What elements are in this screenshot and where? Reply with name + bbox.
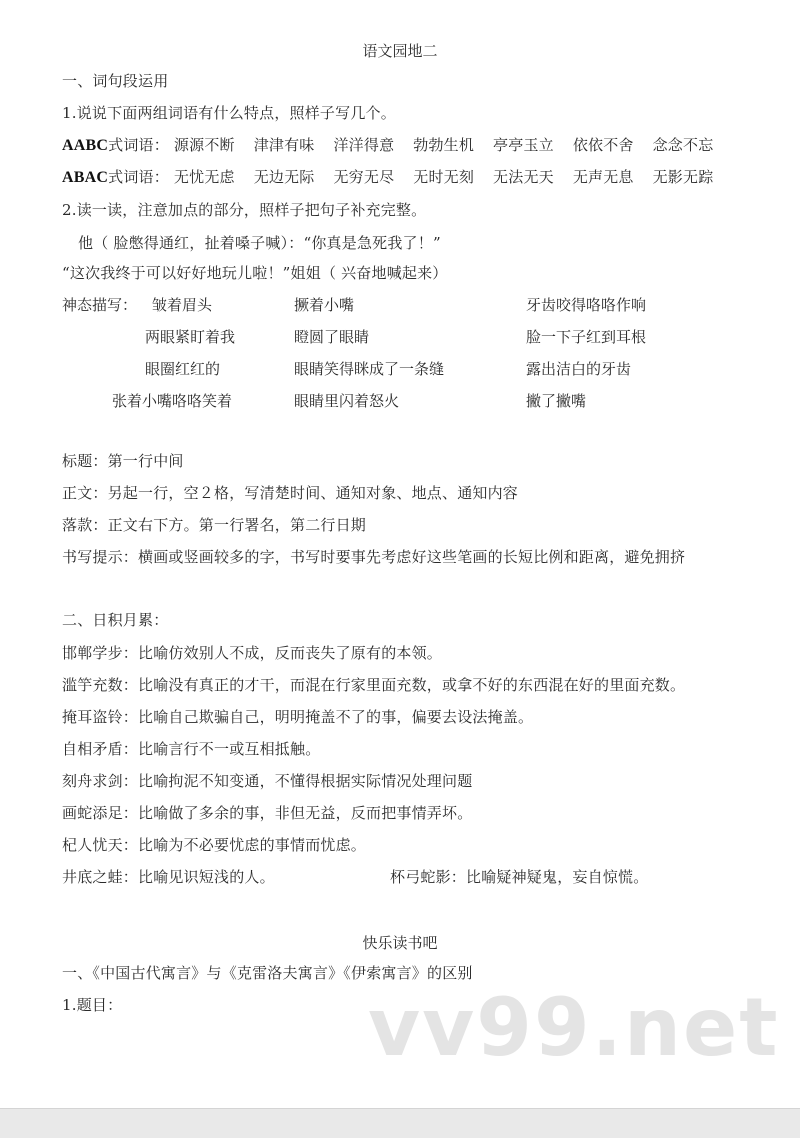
notice-line: 落款：正文右下方。第一行署名，第二行日期 — [62, 516, 367, 534]
example-sentence-2: “这次我终于可以好好地玩儿啦！”姐姐（ 兴奋地喊起来） — [62, 264, 448, 282]
notice-line: 书写提示：横画或竖画较多的字，书写时要事先考虑好这些笔画的长短比例和距离，避免拥挤 — [62, 548, 686, 566]
section3-title: 快乐读书吧 — [362, 934, 438, 952]
idiom-line: 掩耳盗铃：比喻自己欺骗自己，明明掩盖不了的事，偏要去设法掩盖。 — [62, 708, 534, 726]
idiom-line: 滥竽充数：比喻没有真正的才干，而混在行家里面充数，或拿不好的东西混在好的里面充数。 — [62, 676, 686, 694]
shentai-cell: 两眼紧盯着我 — [145, 328, 236, 346]
abac-word: 无穷无尽 — [333, 168, 395, 186]
abac-word: 无时无刻 — [413, 168, 475, 186]
idiom-line: 画蛇添足：比喻做了多余的事，非但无益，反而把事情弄坏。 — [62, 804, 473, 822]
shentai-cell: 撇了撇嘴 — [526, 392, 587, 410]
shentai-cell: 脸一下子红到耳根 — [526, 328, 647, 346]
aabc-words — [169, 136, 727, 154]
aabc-word: 勃勃生机 — [413, 136, 475, 154]
abac-suffix: 式词语： — [108, 168, 169, 186]
section3-line: 1.题目： — [62, 996, 123, 1014]
shentai-cell: 牙齿咬得咯咯作响 — [526, 296, 647, 314]
aabc-word: 源源不断 — [173, 136, 235, 154]
section1-heading: 一、词句段运用 — [62, 72, 169, 90]
idiom-line: 杞人忧天：比喻为不必要忧虑的事情而忧虑。 — [62, 836, 367, 854]
abac-word: 无边无际 — [253, 168, 315, 186]
abac-word: 无法无天 — [493, 168, 554, 186]
shentai-cell: 眼睛笑得眯成了一条缝 — [294, 360, 445, 378]
question-2: 2.读一读，注意加点的部分，照样子把句子补充完整。 — [62, 201, 427, 219]
aabc-word: 津津有味 — [253, 136, 315, 154]
section3-line: 一、《中国古代寓言》与《克雷洛夫寓言》《伊索寓言》的区别 — [62, 964, 473, 982]
abac-word: 无忧无虑 — [173, 168, 235, 186]
question-1: 1.说说下面两组词语有什么特点，照样子写几个。 — [62, 104, 396, 122]
page-footer-bar — [0, 1108, 800, 1138]
aabc-word: 洋洋得意 — [333, 136, 395, 154]
section2-heading: 二、日积月累： — [62, 611, 169, 629]
idiom-line: 自相矛盾：比喻言行不一或互相抵触。 — [62, 740, 321, 758]
aabc-prefix: AABC — [62, 137, 109, 154]
aabc-row — [62, 136, 727, 155]
notice-line: 标题：第一行中间 — [62, 452, 184, 470]
watermark-text: vv99.net — [368, 981, 780, 1074]
idiom-line: 刻舟求剑：比喻拘泥不知变通，不懂得根据实际情况处理问题 — [62, 772, 473, 790]
shentai-cell: 撅着小嘴 — [294, 296, 355, 314]
idiom-line-extra: 杯弓蛇影：比喻疑神疑鬼，妄自惊慌。 — [390, 868, 649, 886]
idiom-line: 邯郸学步：比喻仿效别人不成，反而丧失了原有的本领。 — [62, 644, 443, 662]
example-sentence-1: 他（ 脸憋得通红，扯着嗓子喊）：“你真是急死我了！” — [78, 234, 441, 252]
abac-words — [169, 168, 727, 186]
aabc-word: 亭亭玉立 — [493, 136, 554, 154]
aabc-word: 依依不舍 — [572, 136, 634, 154]
shentai-cell: 眼圈红红的 — [145, 360, 221, 378]
shentai-cell: 皱着眉头 — [152, 296, 213, 314]
shentai-cell: 瞪圆了眼睛 — [294, 328, 370, 346]
abac-row — [62, 168, 727, 187]
aabc-suffix: 式词语： — [108, 136, 169, 154]
abac-word: 无影无踪 — [652, 168, 714, 186]
idiom-line: 井底之蛙：比喻见识短浅的人。 — [62, 868, 275, 886]
page-title: 语文园地二 — [362, 42, 438, 60]
abac-prefix: ABAC — [62, 169, 109, 186]
notice-line: 正文：另起一行，空２格，写清楚时间、通知对象、地点、通知内容 — [62, 484, 519, 502]
abac-word: 无声无息 — [572, 168, 634, 186]
shentai-cell: 露出洁白的牙齿 — [526, 360, 632, 378]
shentai-cell: 眼睛里闪着怒火 — [294, 392, 400, 410]
aabc-word: 念念不忘 — [652, 136, 714, 154]
shentai-label: 神态描写： — [62, 296, 138, 314]
shentai-cell: 张着小嘴咯咯笑着 — [112, 392, 233, 410]
